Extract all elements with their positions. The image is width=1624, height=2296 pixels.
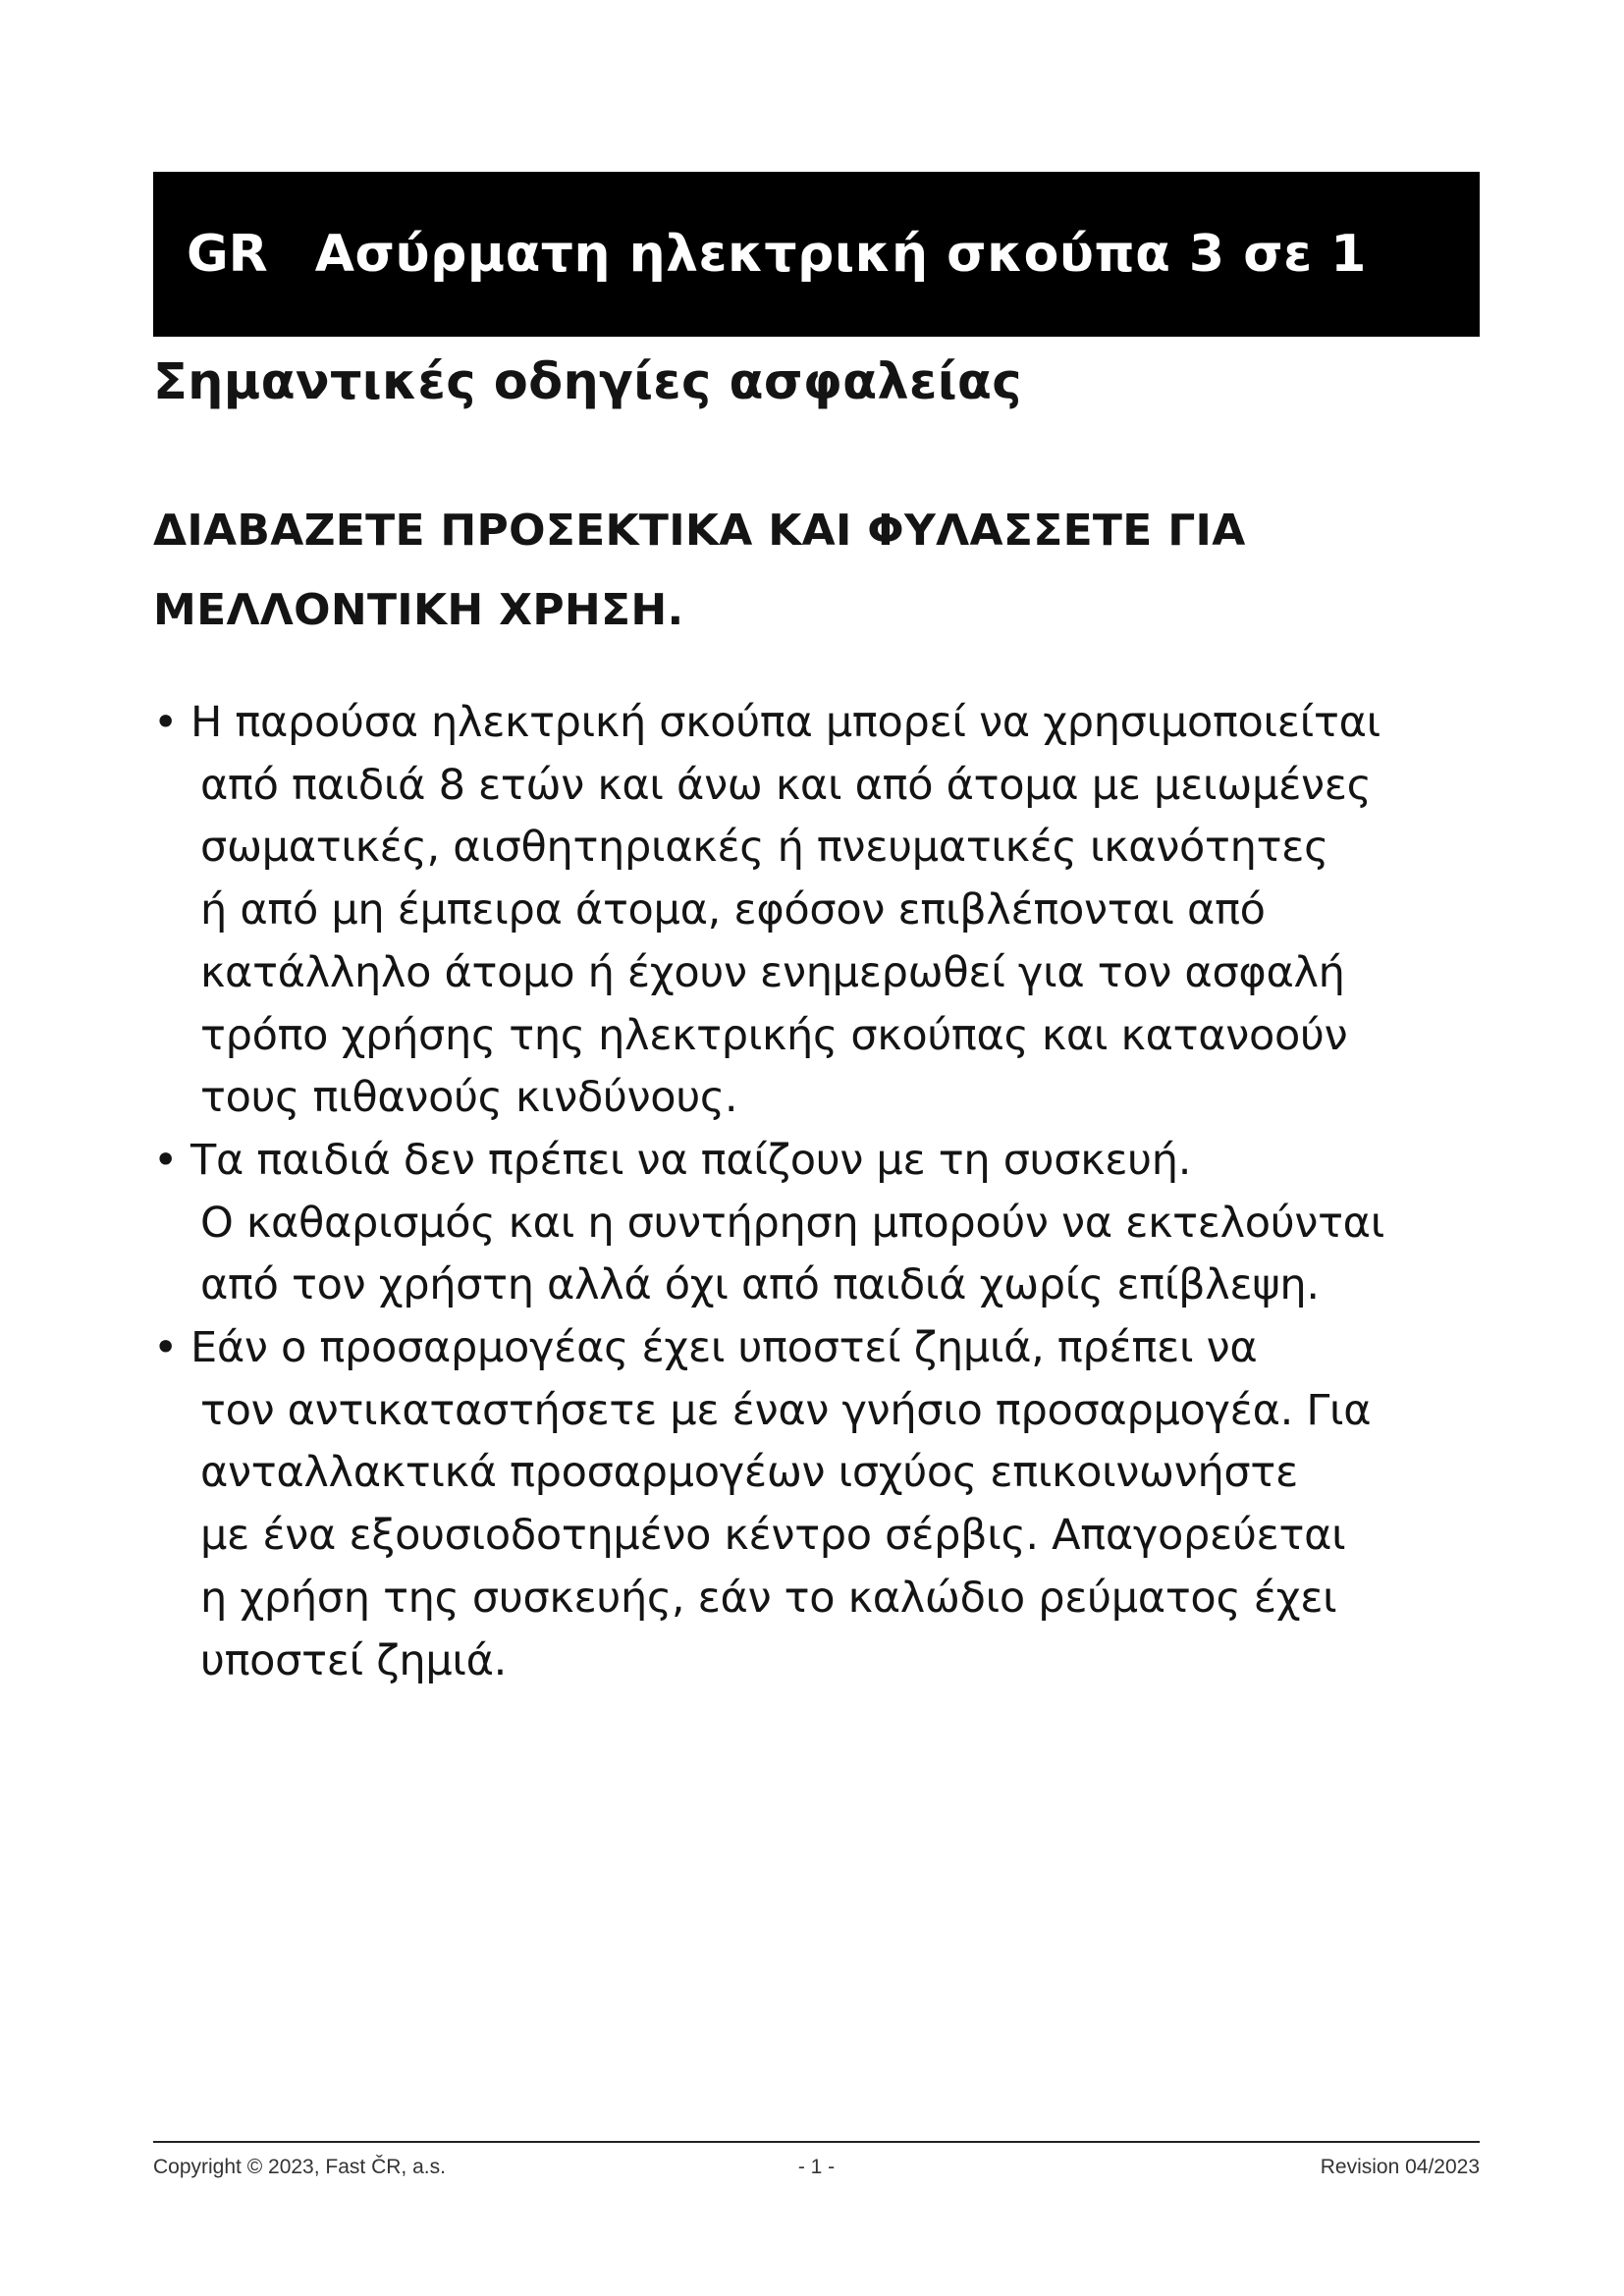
list-item — [153, 1130, 1479, 1317]
text-line: σωματικές, αισθητηριακές ή πνευματικές ικανότητες — [200, 823, 1329, 873]
list-item — [153, 1317, 1479, 1692]
text-line: η χρήση της συσκευής, εάν το καλώδιο ρεύματος έχει — [200, 1573, 1337, 1623]
text-line: ανταλλακτικά προσαρμογέων ισχύος επικοινωνήστε — [200, 1448, 1298, 1498]
text-line: ή από μη έμπειρα άτομα, εφόσον επιβλέπονται από — [200, 885, 1266, 935]
bullet-marker: • — [153, 1135, 179, 1185]
text-line: από παιδιά 8 ετών και άνω και από άτομα με μειωμένες — [200, 760, 1372, 810]
text-line: υποστεί ζημιά. — [200, 1635, 508, 1685]
footer-revision: Revision 04/2023 — [1320, 2156, 1480, 2178]
text-line: Εάν ο προσαρμογέας έχει υποστεί ζημιά, πρέπει να — [190, 1323, 1258, 1373]
footer-page-number: - 1 - — [797, 2156, 836, 2178]
warning-notice — [153, 491, 1469, 650]
text-line: τρόπο χρήσης της ηλεκτρικής σκούπας και κατανοούν — [200, 1010, 1348, 1060]
header-bar — [153, 172, 1480, 337]
list-item — [153, 692, 1479, 1130]
text-line: κατάλληλο άτομο ή έχουν ενημερωθεί για τον ασφαλή — [200, 947, 1345, 997]
text-line: Τα παιδιά δεν πρέπει να παίζουν με τη συσκευή. — [190, 1135, 1192, 1185]
section-title: Σημαντικές οδηγίες ασφαλείας — [153, 353, 1022, 411]
text-line: από τον χρήστη αλλά όχι από παιδιά χωρίς επίβλεψη. — [200, 1260, 1320, 1310]
text-line: τους πιθανούς κινδύνους. — [200, 1073, 738, 1123]
text-line: με ένα εξουσιοδοτημένο κέντρο σέρβις. Απαγορεύεται — [200, 1511, 1346, 1561]
footer-divider — [153, 2141, 1480, 2143]
text-line: Ο καθαρισμός και η συντήρηση μπορούν να εκτελούνται — [200, 1198, 1384, 1248]
warning-line: ΔΙΑΒΑΖΕΤΕ ΠΡΟΣΕΚΤΙΚΑ ΚΑΙ ΦΥΛΑΣΣΕΤΕ ΓΙΑ — [153, 506, 1246, 556]
text-line: τον αντικαταστήσετε με έναν γνήσιο προσαρμογέα. Για — [200, 1385, 1372, 1435]
language-code: GR — [187, 225, 268, 284]
warning-line: ΜΕΛΛΟΝΤΙΚΗ ΧΡΗΣΗ. — [153, 585, 684, 635]
bullet-marker: • — [153, 698, 179, 747]
safety-instructions-list — [153, 692, 1479, 1692]
text-line: Η παρούσα ηλεκτρική σκούπα μπορεί να χρησιμοποιείται — [190, 698, 1380, 747]
document-title: Ασύρματη ηλεκτρική σκούπα 3 σε 1 — [314, 225, 1367, 284]
bullet-marker: • — [153, 1323, 179, 1373]
footer-copyright: Copyright © 2023, Fast ČR, a.s. — [153, 2156, 446, 2178]
